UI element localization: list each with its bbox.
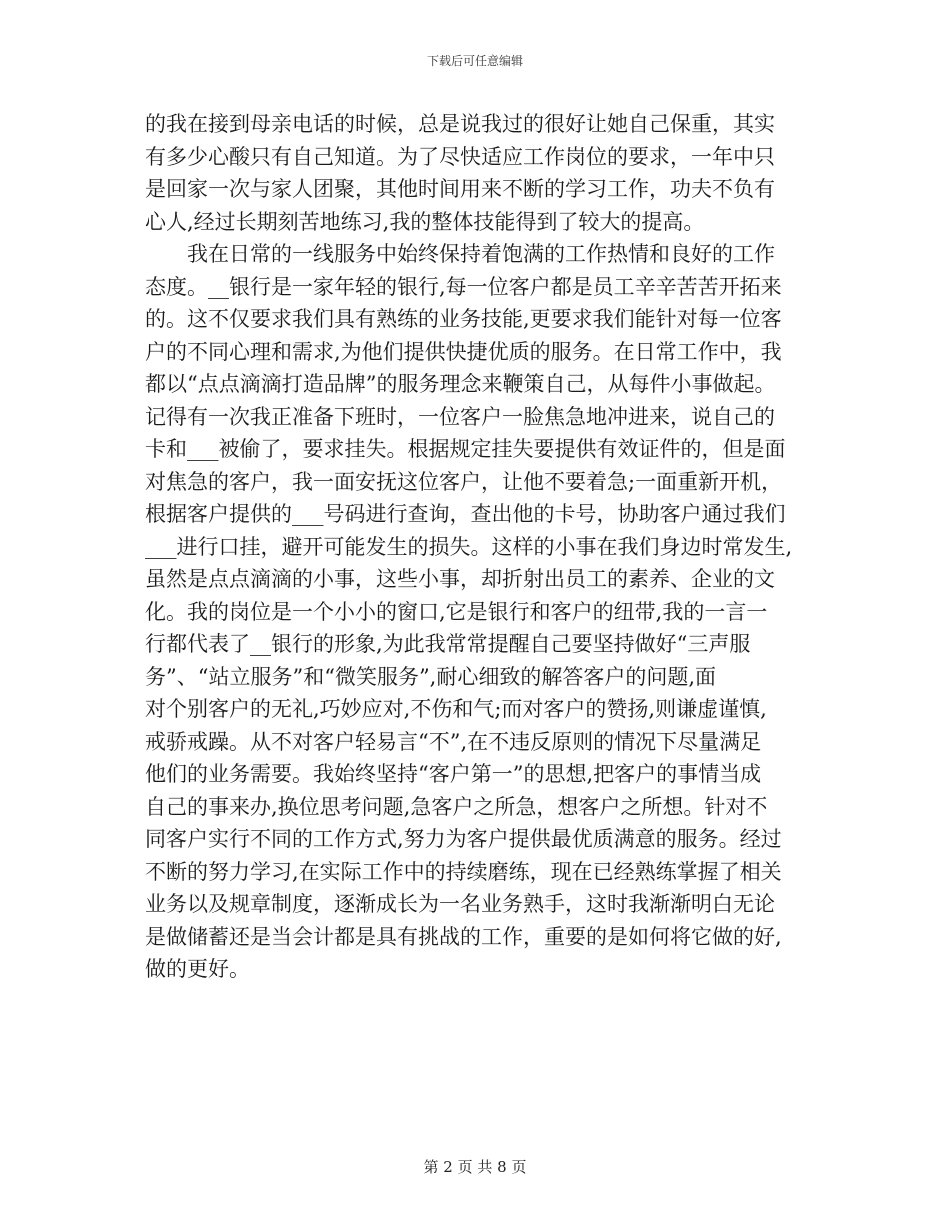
text-line: 是回家一次与家人团聚，其他时间用来不断的学习工作，功夫不负有 — [145, 177, 775, 201]
text-line: 卡和___被偷了，要求挂失。根据规定挂失要提供有效证件的，但是面 — [145, 437, 786, 461]
text-line: 业务以及规章制度，逐渐成长为一名业务熟手，这时我渐渐明白无论 — [145, 892, 775, 916]
text-line: 同客户实行不同的工作方式,努力为客户提供最优质满意的服务。经过 — [145, 827, 782, 851]
page-number: 第 2 页 共 8 页 — [423, 1158, 527, 1176]
text-line: 态度。__银行是一家年轻的银行,每一位客户都是员工辛辛苦苦开拓来 — [145, 274, 782, 299]
text-line: 虽然是点点滴滴的小事，这些小事，却折射出员工的素养、企业的文 — [145, 567, 775, 591]
text-line: 心人,经过长期刻苦地练习,我的整体技能得到了较大的提高。 — [145, 209, 705, 234]
page-header: 下载后可任意编辑 — [426, 54, 523, 68]
text-line: 对焦急的客户，我一面安抚这位客户，让他不要着急;一面重新开机， — [145, 469, 783, 494]
text-line: 是做储蓄还是当会计都是具有挑战的工作，重要的是如何将它做的好, — [145, 924, 782, 949]
text-line: 我在日常的一线服务中始终保持着饱满的工作热情和良好的工作 — [145, 242, 775, 266]
text-line: 化。我的岗位是一个小小的窗口,它是银行和客户的纽带,我的一言一 — [145, 599, 768, 624]
text-line: 他们的业务需要。我始终坚持“客户第一”的思想,把客户的事情当成 — [145, 762, 762, 786]
text-line: 都以“点点滴滴打造品牌”的服务理念来鞭策自己，从每件小事做起。 — [145, 372, 776, 396]
text-line: 做的更好。 — [145, 957, 250, 981]
text-line: 不断的努力学习,在实际工作中的持续磨练，现在已经熟练掌握了相关 — [145, 859, 782, 884]
text-line: 根据客户提供的___号码进行查询，查出他的卡号，协助客户通过我们 — [145, 502, 786, 526]
text-line: 有多少心酸只有自己知道。为了尽快适应工作岗位的要求，一年中只 — [145, 144, 775, 169]
text-line: 对个别客户的无礼,巧妙应对,不伤和气;而对客户的赞扬,则谦虚谨慎, — [145, 697, 767, 721]
text-line: 自己的事来办,换位思考问题,急客户之所急，想客户之所想。针对不 — [145, 794, 768, 819]
text-line: 的我在接到母亲电话的时候，总是说我过的很好让她自己保重，其实 — [145, 112, 775, 136]
text-line: 的。这不仅要求我们具有熟练的业务技能,更要求我们能针对每一位客 — [145, 307, 782, 331]
document-body — [145, 108, 815, 986]
text-line: 户的不同心理和需求,为他们提供快捷优质的服务。在日常工作中，我 — [145, 339, 782, 364]
text-line: 戒骄戒躁。从不对客户轻易言“不”,在不违反原则的情况下尽量满足 — [145, 729, 762, 754]
text-line: 务”、“站立服务”和“微笑服务”,耐心细致的解答客户的问题,面 — [145, 664, 717, 689]
text-line: 记得有一次我正准备下班时，一位客户一脸焦急地冲进来，说自己的 — [145, 404, 775, 429]
text-line: 行都代表了__银行的形象,为此我常常提醒自己要坚持做好“三声服 — [145, 632, 751, 656]
text-line: ___进行口挂，避开可能发生的损失。这样的小事在我们身边时常发生, — [145, 534, 793, 559]
